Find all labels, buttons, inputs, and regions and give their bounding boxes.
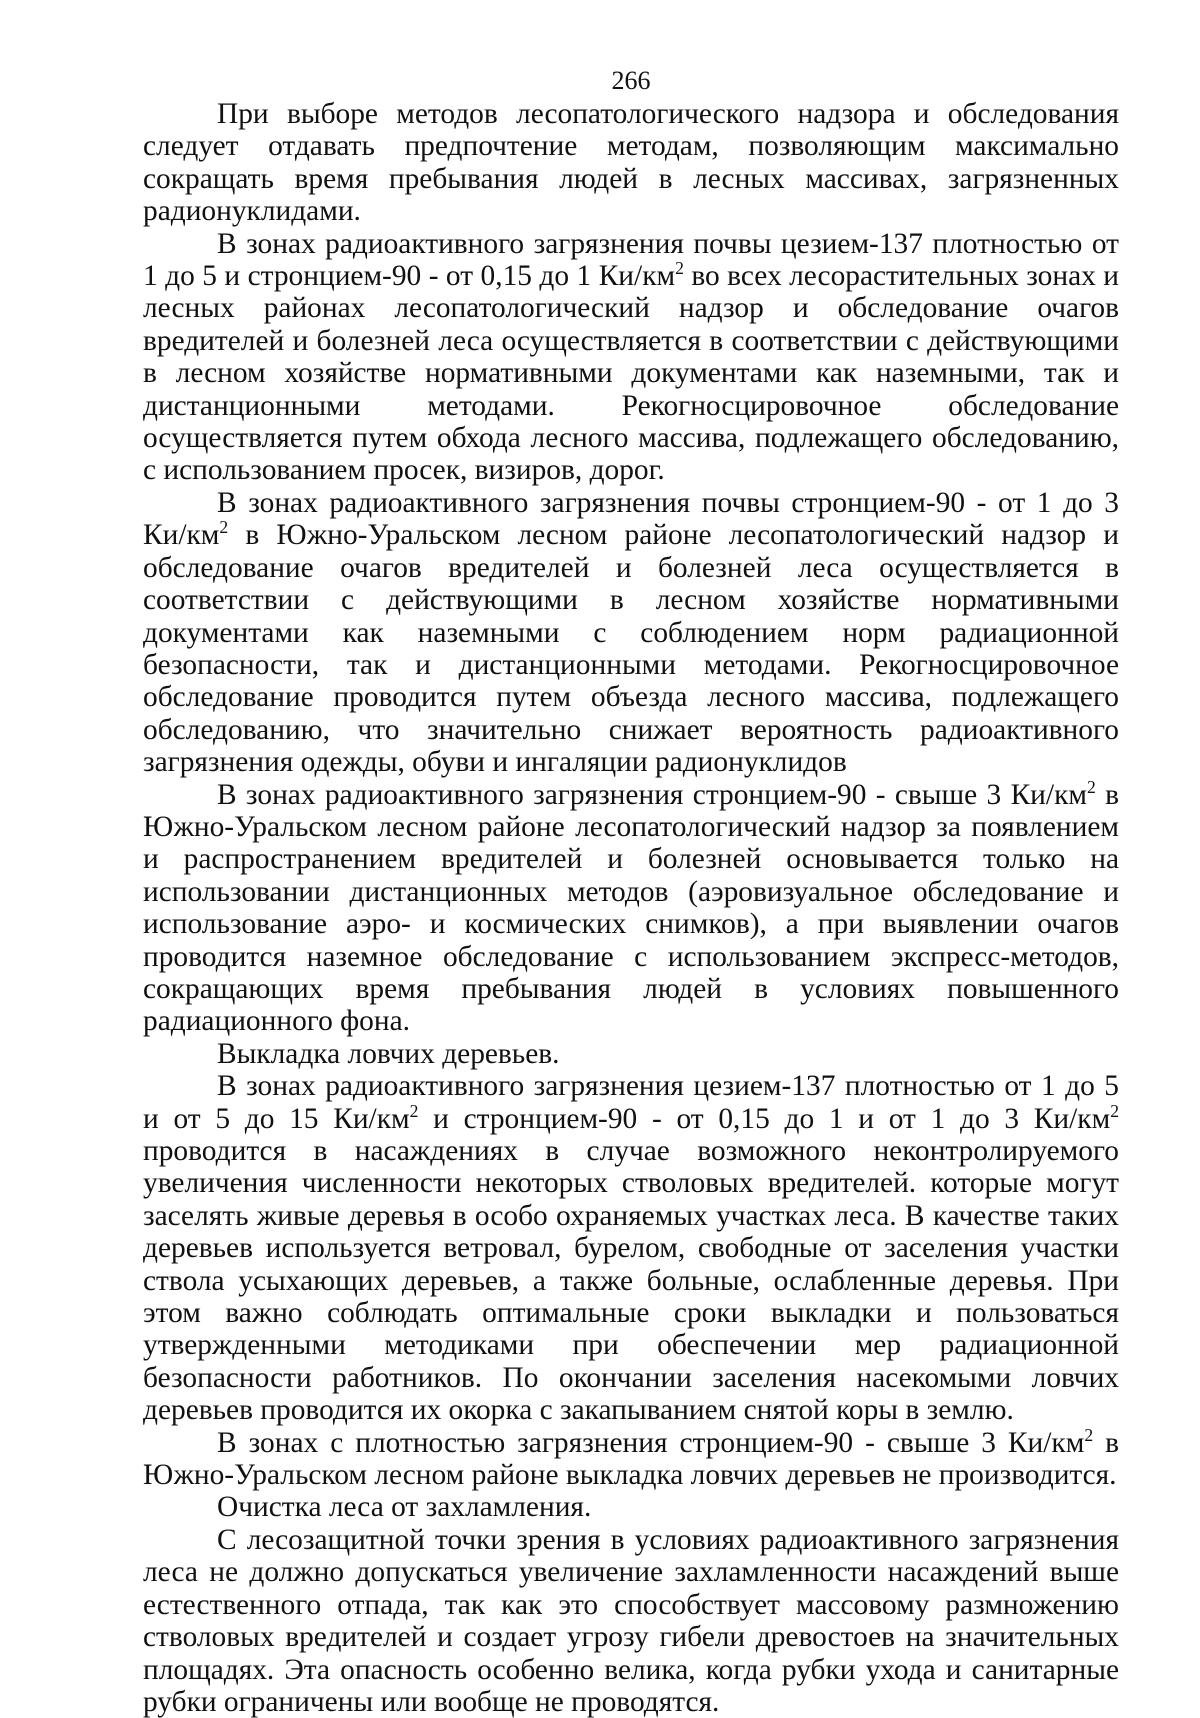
text-run: проводится в насаждениях в случае возможного неконтролируемого увеличения численности некоторых стволовых вредителей. которые могут заселять живые деревья в особо охраняемых участках леса. В качестве таких деревьев используется ветровал, бурелом, свободные от заселения участки ствола усыхающих деревьев, а также больные, ослабленные деревья. При этом важно соблюдать оптимальные сроки выкладки и пользоваться утвержденными методиками при обеспечении мер радиационной безопасности работников. По окончании заселения насекомыми ловчих деревьев проводится их окорка с закапыванием снятой коры в землю. — [143, 1135, 1119, 1427]
text-run: Выкладка ловчих деревьев. — [217, 1037, 560, 1070]
body-text — [143, 98, 1119, 1718]
superscript: 2 — [219, 517, 229, 538]
paragraph — [143, 487, 1119, 779]
text-run: во всех лесорастительных зонах и лесных районах лесопатологический надзор и обследование очагов вредителей и болезней леса осуществляется в соответствии с действующими в лесном хозяйстве нормативными документами как наземными, так и дистанционными методами. Рекогносцировочное обследование осуществляется путем обхода лесного массива, подлежащего обследованию, с использованием просек, визиров, дорог. — [143, 260, 1120, 487]
superscript: 2 — [1110, 1100, 1119, 1121]
superscript: 2 — [1086, 776, 1096, 797]
text-run: в Южно-Уральском лесном районе лесопатологический надзор за появлением и распространением вредителей и болезней основывается только на использовании дистанционных методов (аэровизуальное обследование и использование аэро- и космических снимков), а при выявлении очагов проводится наземное обследование с использованием экспресс-методов, сокращающих время пребывания людей в условиях повышенного радиационного фона. — [143, 778, 1119, 1038]
text-run: При выборе методов лесопатологического надзора и обследования следует отдавать предпочтение методам, позволяющим максимально сокращать время пребывания людей в лесных массивах, загрязненных радионуклидами. — [143, 98, 1119, 228]
paragraph — [143, 1524, 1119, 1718]
paragraph — [143, 228, 1119, 487]
superscript: 2 — [1084, 1424, 1094, 1445]
superscript: 2 — [675, 258, 684, 279]
text-run: В зонах радиоактивного загрязнения стронцием-90 - свыше 3 Ки/км — [217, 778, 1087, 811]
paragraph — [143, 98, 1119, 228]
text-run: в Южно-Уральском лесном районе выкладка ловчих деревьев не производится. — [143, 1426, 1119, 1492]
text-run: и стронцием-90 - от 0,15 до 1 и от 1 до 3 Ки/км — [418, 1102, 1111, 1135]
text-run: В зонах радиоактивного загрязнения почвы цезием-137 плотностью от 1 до 5 и стронцием-90 - от 0,15 до 1 Ки/км — [143, 227, 1119, 293]
paragraph — [143, 776, 1119, 1038]
document-page — [143, 66, 1119, 1718]
text-run: В зонах радиоактивного загрязнения почвы стронцием-90 - от 1 до 3 Ки/км — [143, 486, 1119, 552]
paragraph — [143, 1070, 1119, 1426]
text-run: В зонах с плотностью загрязнения стронцием-90 - свыше 3 Ки/км — [217, 1426, 1085, 1459]
text-run: Очистка леса от захламления. — [217, 1491, 592, 1524]
text-run: в Южно-Уральском лесном районе лесопатологический надзор и обследование очагов вредителей и болезней леса осуществляется в соответствии с действующими в лесном хозяйстве нормативными документами как наземными с соблюдением норм радиационной безопасности, так и дистанционными методами. Рекогносцировочное обследование проводится путем объезда лесного массива, подлежащего обследованию, что значительно снижает вероятность радиоактивного загрязнения одежды, обуви и ингаляции радионуклидов — [143, 519, 1119, 779]
section-heading — [143, 1038, 1119, 1070]
text-run: В зонах радиоактивного загрязнения цезием-137 плотностью от 1 до 5 и от 5 до 15 Ки/км — [143, 1070, 1119, 1135]
paragraph — [143, 1424, 1119, 1492]
section-heading — [143, 1491, 1119, 1523]
superscript: 2 — [409, 1100, 419, 1121]
text-run: С лесозащитной точки зрения в условиях радиоактивного загрязнения леса не должно допускаться увеличение захламленности насаждений выше естественного отпада, так как это способствует массовому размножению стволовых вредителей и создает угрозу гибели древостоев на значительных площадях. Эта опасность особенно велика, когда рубки ухода и санитарные рубки ограничены или вообще не проводятся. — [143, 1523, 1119, 1718]
page-number: 266 — [611, 66, 651, 95]
